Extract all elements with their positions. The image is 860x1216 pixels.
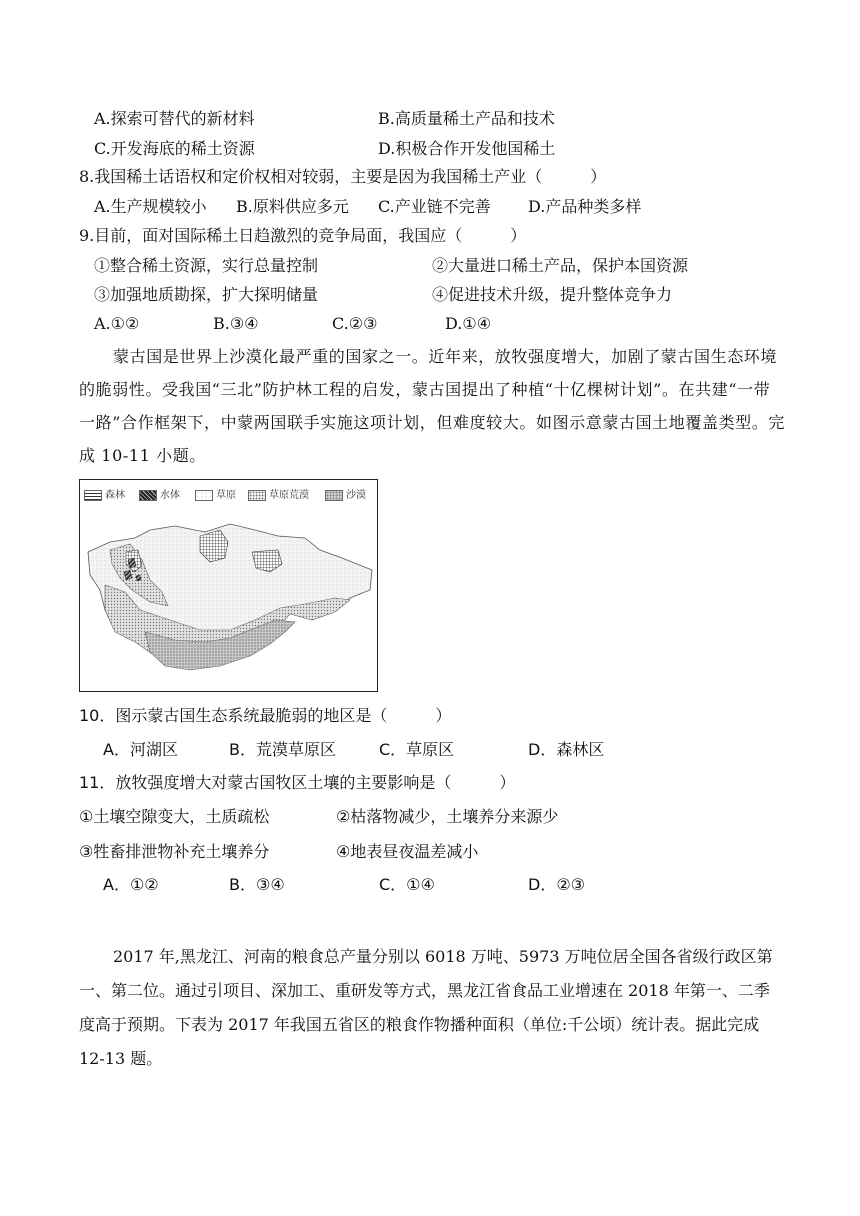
legend-desert: 沙漠 <box>325 486 366 501</box>
q9-item-2: ②大量进口稀土产品，保护本国资源 <box>432 256 689 275</box>
q11-option-a: A．①② <box>103 875 159 894</box>
q9-option-d: D.①④ <box>445 314 492 333</box>
legend-grassland: 草原 <box>195 486 236 501</box>
q8-option-d: D.产品种类多样 <box>528 197 642 216</box>
q9-item-1: ①整合稀土资源，实行总量控制 <box>94 256 319 275</box>
q11-stem: 11．放牧强度增大对蒙古国牧区土壤的主要影响是（ ） <box>79 773 516 792</box>
q9-option-a: A.①② <box>94 314 140 333</box>
water-body-3 <box>136 575 141 581</box>
q11-option-c: C．①④ <box>379 875 435 894</box>
q7-option-a: A.探索可替代的新材料 <box>94 109 255 128</box>
q11-item-4: ④地表昼夜温差减小 <box>336 842 479 861</box>
legend-desert-steppe: 草原荒漠 <box>248 486 309 501</box>
q7-option-d: D.积极合作开发他国稀土 <box>378 139 556 158</box>
mongolia-passage: 蒙古国是世界上沙漠化最严重的国家之一。近年来，放牧强度增大，加剧了蒙古国生态环境的脆弱性。受我国“三北”防护林工程的启发，蒙古国提出了种植“十亿棵树计划”。在共建“一带一路”合作框架下，中蒙两国联手实施这项计划，但难度较大。如图示意蒙古国土地覆盖类型。完成 10-11 小题。 <box>79 347 785 465</box>
q9-option-b: B.③④ <box>213 314 259 333</box>
q9-stem: 9.目前，面对国际稀土日趋激烈的竞争局面，我国应（ ） <box>79 226 527 245</box>
q9-item-3: ③加强地质勘探，扩大探明储量 <box>94 285 319 304</box>
q8-stem: 8.我国稀土话语权和定价权相对较弱，主要是因为我国稀土产业（ ） <box>79 167 607 186</box>
q7-option-c: C.开发海底的稀土资源 <box>94 139 255 158</box>
q8-option-c: C.产业链不完善 <box>378 197 491 216</box>
grain-passage: 2017 年,黑龙江、河南的粮食总产量分别以 6018 万吨、5973 万吨位居全国各省级行政区第一、第二位。通过引项目、深加工、重研发等方式，黑龙江省食品工业增速在 2018 年第一、二季度高于预期。下表为 2017 年我国五省区的粮食作物播种面积（单位:千公顷）统计表。据此完成 12-13 题。 <box>79 947 773 1068</box>
q8-option-b: B.原料供应多元 <box>236 197 349 216</box>
q7-option-b: B.高质量稀土产品和技术 <box>378 109 555 128</box>
legend-water: 水体 <box>139 486 180 501</box>
mongolia-map-svg <box>80 480 377 691</box>
q10-stem: 10．图示蒙古国生态系统最脆弱的地区是（ ） <box>79 706 452 725</box>
q11-item-3: ③牲畜排泄物补充土壤养分 <box>79 842 270 861</box>
q8-option-a: A.生产规模较小 <box>94 197 207 216</box>
q11-item-2: ②枯落物减少，土壤养分来源少 <box>336 807 559 826</box>
mongolia-land-cover-map <box>79 479 378 692</box>
q10-option-b: B．荒漠草原区 <box>229 740 336 759</box>
q11-item-1: ①土壤空隙变大，土质疏松 <box>79 807 270 826</box>
legend-forest: 森林 <box>84 486 125 501</box>
q9-item-4: ④促进技术升级，提升整体竞争力 <box>432 285 673 304</box>
q10-option-a: A．河湖区 <box>103 740 178 759</box>
q11-option-d: D．②③ <box>528 875 586 894</box>
q11-option-b: B．③④ <box>229 875 285 894</box>
q9-option-c: C.②③ <box>332 314 378 333</box>
q10-option-c: C．草原区 <box>379 740 455 759</box>
q10-option-d: D．森林区 <box>528 740 605 759</box>
